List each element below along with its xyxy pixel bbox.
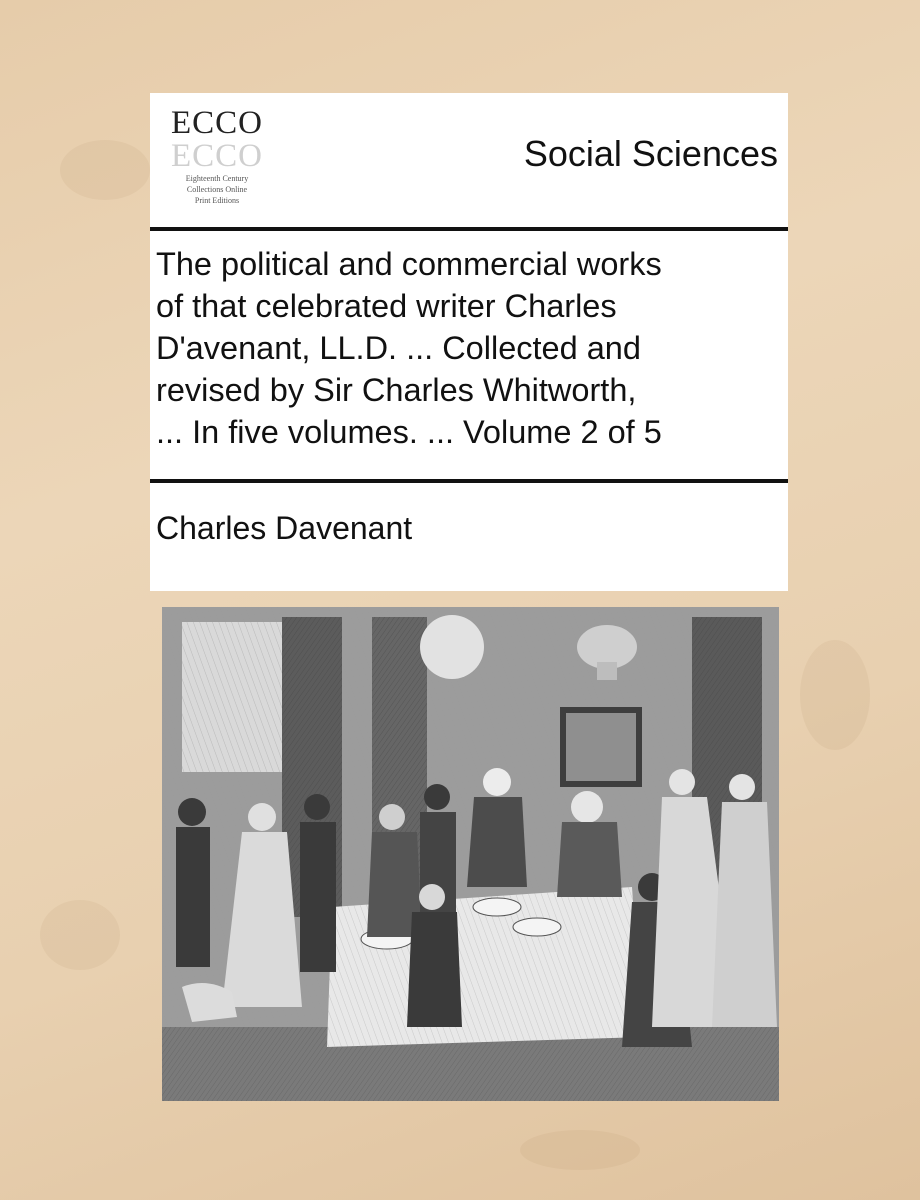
book-title-line: The political and commercial works bbox=[156, 246, 662, 282]
logo-caption bbox=[162, 173, 272, 206]
logo-mark-reflection: ECCO bbox=[170, 138, 263, 174]
paper-speck bbox=[520, 1130, 640, 1170]
logo-caption-line: Collections Online bbox=[186, 185, 248, 194]
divider-rule bbox=[150, 227, 788, 231]
book-title-line: revised by Sir Charles Whitworth, bbox=[156, 372, 637, 408]
cover-label-panel bbox=[150, 93, 788, 591]
author-name: Charles Davenant bbox=[156, 510, 413, 546]
logo-mark: ECCO bbox=[170, 105, 263, 141]
divider-rule bbox=[150, 479, 788, 483]
paper-speck bbox=[800, 640, 870, 750]
logo-caption-line: Print Editions bbox=[194, 196, 240, 205]
book-title bbox=[156, 243, 786, 453]
paper-speck bbox=[40, 900, 120, 970]
logo-caption-line: Eighteenth Century bbox=[185, 174, 249, 183]
category-label: Social Sciences bbox=[523, 133, 778, 174]
ecco-logo bbox=[162, 103, 272, 228]
book-title-line: D'avenant, LL.D. ... Collected and bbox=[156, 330, 641, 366]
book-title-line: of that celebrated writer Charles bbox=[156, 288, 617, 324]
book-title-line: ... In five volumes. ... Volume 2 of 5 bbox=[156, 414, 662, 450]
banquet-scene-illustration bbox=[162, 607, 779, 1101]
cover-engraving bbox=[162, 607, 779, 1101]
paper-speck bbox=[60, 140, 150, 200]
